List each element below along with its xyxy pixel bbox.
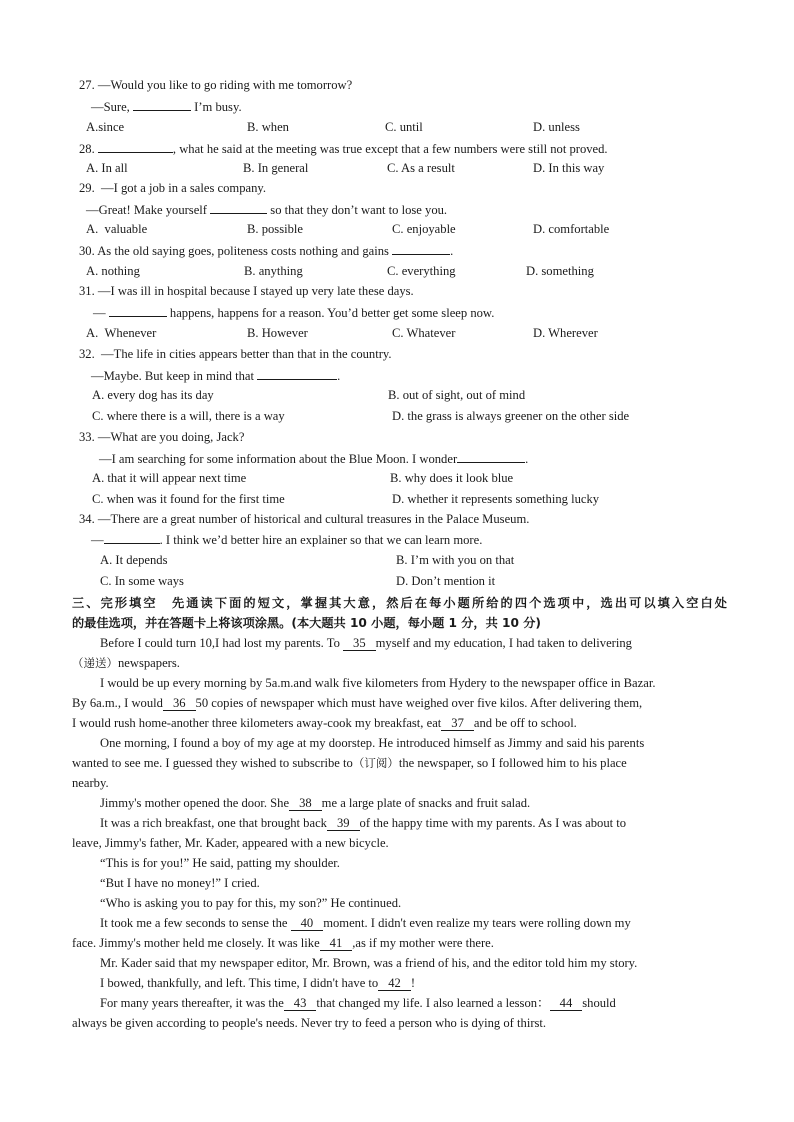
q28-blank (98, 140, 173, 153)
passage-text: It took me a few seconds to sense the (100, 916, 291, 930)
passage-text: By 6a.m., I would (72, 696, 163, 710)
passage-text: and be off to school. (473, 716, 577, 730)
passage-p7: “But I have no money!” I cried. (100, 876, 260, 890)
blank-42: 42 (378, 976, 411, 991)
q31-stem: 31. —I was ill in hospital because I stayed up very late these days. (79, 284, 414, 298)
passage-text: should (582, 996, 616, 1010)
q32-reply-text: —Maybe. But keep in mind that (91, 369, 258, 383)
q33-reply-text: —I am searching for some information about the Blue Moon. I wonder (99, 452, 458, 466)
q32-reply (91, 367, 340, 384)
q34-option-b: B. I’m with you on that (396, 553, 515, 567)
passage-text: that changed my life. I also learned a lesson： (316, 996, 550, 1010)
q30-stem-end: . (450, 244, 454, 258)
q27-reply-text: —Sure, (91, 100, 133, 114)
passage-p4 (100, 795, 530, 811)
q27-option-b: B. when (247, 120, 289, 134)
blank-43: 43 (284, 996, 317, 1011)
q29-option-a: A. valuable (86, 222, 148, 236)
q32-option-d: D. the grass is always greener on the other side (392, 409, 630, 423)
passage-p9-line2 (72, 935, 494, 951)
section-3-heading: 三、完形填空 先通读下面的短文，掌握其大意，然后在每小题所给的四个选项中，选出可以填入空白处 (72, 596, 727, 610)
q32-blank (257, 367, 337, 380)
passage-p12-line2: always be given according to people's needs. Never try to feed a person who is dying of thirst. (72, 1016, 547, 1030)
q28-stem (79, 140, 608, 157)
passage-text: me a large plate of snacks and fruit salad. (321, 796, 531, 810)
blank-37: 37 (441, 716, 474, 731)
q28-stem-text: , what he said at the meeting was true except that a few numbers were still not proved. (172, 142, 608, 156)
passage-text: of the happy time with my parents. As I was about to (359, 816, 627, 830)
q31-reply-text-end: happens, happens for a reason. You’d better get some sleep now. (166, 306, 495, 320)
q27-stem: 27. —Would you like to go riding with me tomorrow? (79, 78, 353, 92)
q32-option-a: A. every dog has its day (92, 388, 214, 402)
blank-36: 36 (163, 696, 196, 711)
passage-text: ,as if my mother were there. (352, 936, 494, 950)
passage-text: ! (410, 976, 416, 990)
section-3-heading-cont: 的最佳选项，并在答题卡上将该项涂黑。(本大题共 10 小题，每小题 1 分，共 10 分) (72, 616, 541, 630)
q29-reply-text-end: so that they don’t want to lose you. (267, 203, 448, 217)
passage-p3-line2 (72, 755, 627, 771)
q27-option-c: C. until (385, 120, 423, 134)
q30-option-b: B. anything (244, 264, 303, 278)
blank-39: 39 (327, 816, 360, 831)
q31-option-a: A. Whenever (86, 326, 157, 340)
q27-blank (133, 98, 191, 111)
q33-option-b: B. why does it look blue (390, 471, 514, 485)
q33-reply (99, 450, 528, 467)
q33-option-c: C. when was it found for the first time (92, 492, 285, 506)
passage-p2-line2 (72, 695, 642, 711)
chinese-gloss: （递送） (72, 656, 118, 670)
q31-option-b: B. However (247, 326, 308, 340)
passage-text: the newspaper, so I followed him to his place (398, 756, 627, 770)
q29-blank (210, 201, 267, 214)
q28-option-a: A. In all (86, 161, 128, 175)
passage-text: face. Jimmy's mother held me closely. It was like (72, 936, 320, 950)
passage-p1-line2 (72, 655, 180, 671)
q31-option-d: D. Wherever (533, 326, 598, 340)
q31-option-c: C. Whatever (392, 326, 456, 340)
passage-p11 (100, 975, 415, 991)
q33-reply-text-end: . (525, 452, 529, 466)
q27-option-a: A.since (86, 120, 125, 134)
q32-option-c: C. where there is a will, there is a way (92, 409, 285, 423)
q30-option-a: A. nothing (86, 264, 140, 278)
blank-40: 40 (291, 916, 324, 931)
q34-reply-text: — (91, 533, 104, 547)
q31-blank (109, 304, 167, 317)
passage-p10: Mr. Kader said that my newspaper editor, Mr. Brown, was a friend of his, and the editor told him my story. (100, 956, 638, 970)
q30-option-c: C. everything (387, 264, 456, 278)
passage-text: Before I could turn 10,I had lost my parents. To (100, 636, 344, 650)
q28-option-c: C. As a result (387, 161, 455, 175)
passage-text: Jimmy's mother opened the door. She (100, 796, 290, 810)
q32-option-b: B. out of sight, out of mind (388, 388, 526, 402)
q29-reply (86, 201, 447, 218)
q30-option-d: D. something (526, 264, 594, 278)
q29-option-c: C. enjoyable (392, 222, 456, 236)
q28-number: 28. (79, 142, 98, 156)
blank-44: 44 (550, 996, 583, 1011)
q30-stem-text: 30. As the old saying goes, politeness costs nothing and gains (79, 244, 393, 258)
q34-option-d: D. Don’t mention it (396, 574, 496, 588)
passage-text: I would rush home-another three kilometers away-cook my breakfast, eat (72, 716, 442, 730)
passage-text: 50 copies of newspaper which must have weighed over five kilos. After delivering them, (195, 696, 643, 710)
q29-reply-text: —Great! Make yourself (86, 203, 211, 217)
q34-stem: 34. —There are a great number of historical and cultural treasures in the Palace Museum. (79, 512, 530, 526)
passage-p12-line1 (100, 995, 616, 1011)
passage-p6: “This is for you!” He said, patting my shoulder. (100, 856, 340, 870)
passage-text: For many years thereafter, it was the (100, 996, 284, 1010)
passage-p2-line3 (72, 715, 577, 731)
passage-text: wanted to see me. I guessed they wished to subscribe to (72, 756, 353, 770)
blank-41: 41 (320, 936, 353, 951)
passage-text: myself and my education, I had taken to delivering (375, 636, 632, 650)
q28-option-b: B. In general (243, 161, 309, 175)
q27-reply (91, 98, 242, 115)
q33-stem: 33. —What are you doing, Jack? (79, 430, 245, 444)
q29-option-b: B. possible (247, 222, 303, 236)
passage-text: I bowed, thankfully, and left. This time, I didn't have to (100, 976, 379, 990)
q34-reply (91, 531, 482, 548)
q34-blank (104, 531, 160, 544)
q27-option-d: D. unless (533, 120, 580, 134)
q34-option-a: A. It depends (100, 553, 168, 567)
passage-text: moment. I didn't even realize my tears were rolling down my (323, 916, 631, 930)
passage-text: newspapers. (118, 656, 180, 670)
chinese-gloss: （订阅） (352, 756, 399, 770)
q31-reply-text: — (93, 306, 109, 320)
q29-stem: 29. —I got a job in a sales company. (79, 181, 266, 195)
blank-35: 35 (343, 636, 376, 651)
q31-reply (93, 304, 494, 321)
q27-reply-text-end: I’m busy. (190, 100, 242, 114)
passage-p5-line1 (100, 815, 626, 831)
q33-option-a: A. that it will appear next time (92, 471, 247, 485)
q30-stem (79, 242, 453, 259)
passage-p2-line1: I would be up every morning by 5a.m.and walk five kilometers from Hydery to the newspaper office in Bazar. (100, 676, 656, 690)
q30-blank (392, 242, 450, 255)
passage-p3-line3: nearby. (72, 776, 109, 790)
passage-p1-line1 (100, 635, 632, 651)
q34-reply-text-end: . I think we’d better hire an explainer so that we can learn more. (159, 533, 483, 547)
q28-option-d: D. In this way (533, 161, 605, 175)
blank-38: 38 (289, 796, 322, 811)
passage-text: It was a rich breakfast, one that brought back (100, 816, 327, 830)
q32-reply-text-end: . (337, 369, 341, 383)
q32-stem: 32. —The life in cities appears better than that in the country. (79, 347, 392, 361)
q29-option-d: D. comfortable (533, 222, 610, 236)
q34-option-c: C. In some ways (100, 574, 184, 588)
passage-p8: “Who is asking you to pay for this, my son?” He continued. (100, 896, 402, 910)
passage-p9-line1 (100, 915, 631, 931)
q33-option-d: D. whether it represents something lucky (392, 492, 600, 506)
passage-p3-line1: One morning, I found a boy of my age at my doorstep. He introduced himself as Jimmy and said his parents (100, 736, 645, 750)
passage-p5-line2: leave, Jimmy's father, Mr. Kader, appeared with a new bicycle. (72, 836, 389, 850)
q33-blank (457, 450, 525, 463)
